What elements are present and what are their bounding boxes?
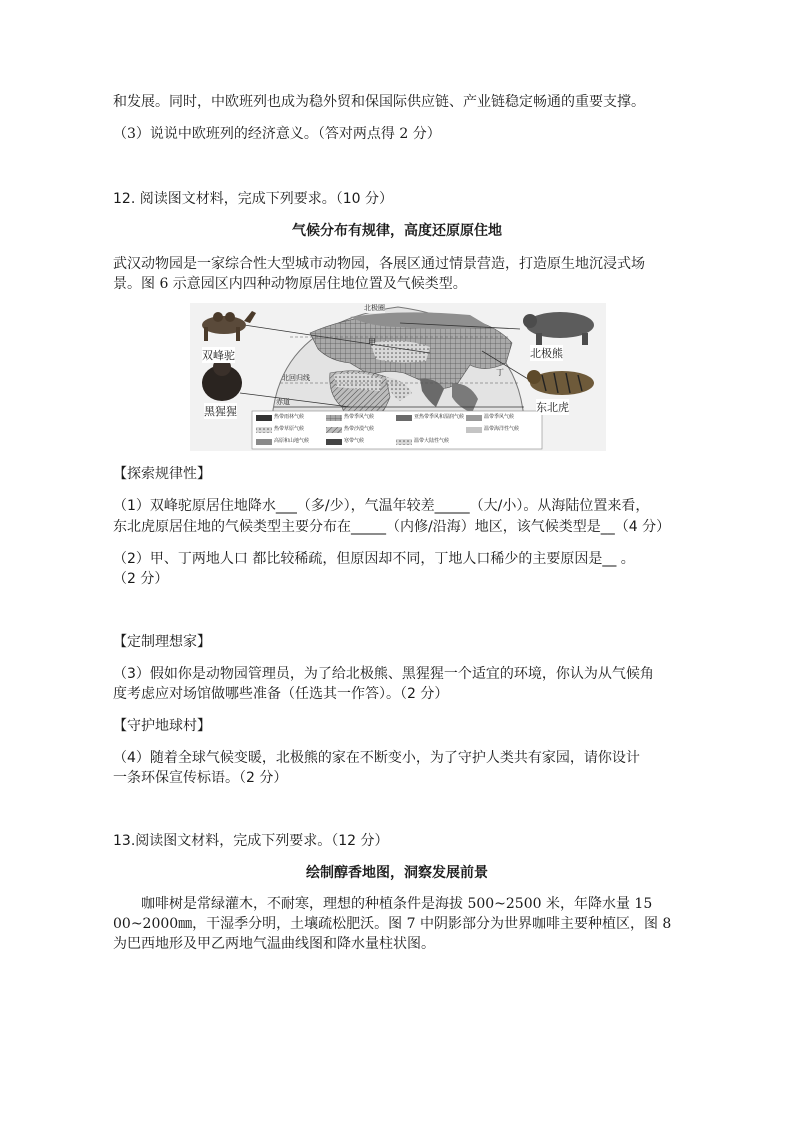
legend-item: 温带季风气候 [484, 414, 515, 420]
legend-item: 温带海洋性气候 [484, 426, 520, 432]
legend-item: 寒带气候 [344, 438, 365, 444]
label-equator: 赤道 [276, 398, 290, 406]
q2-line-2: （2 分） [113, 571, 169, 587]
section-custom-home-heading: 【定制理想家】 [113, 634, 211, 650]
label-ding: 丁 [496, 368, 504, 377]
q1-line-1: （1）双峰驼原居住地降水___（多/少），气温年较差_____（大/小）。从海陆位置来看， [113, 498, 650, 514]
question-13-header: 13.阅读图文材料，完成下列要求。（12 分） [113, 833, 389, 849]
q3-line-1: （3）假如你是动物园管理员，为了给北极熊、黑猩猩一个适宜的环境，你认为从气候角 [113, 666, 654, 682]
label-tropic: 北回归线 [282, 374, 310, 382]
q4-line-2: 一条环保宣传标语。（2 分） [113, 770, 288, 786]
continuation-line: 和发展。同时，中欧班列也成为稳外贸和保国际供应链、产业链稳定畅通的重要支撑。 [113, 94, 645, 110]
section-explore-heading: 【探索规律性】 [113, 466, 211, 482]
label-arctic: 北极圈 [364, 304, 385, 312]
legend-item: 热带草原气候 [274, 426, 305, 432]
q13-paragraph-line-1: 咖啡树是常绿灌木，不耐寒，理想的种植条件是海拔 500~2500 米，年降水量 15 [141, 896, 653, 912]
q13-paragraph-line-2: 00~2000㎜，干湿季分明，土壤疏松肥沃。图 7 中阴影部分为世界咖啡主要种植区，图 8 [113, 916, 672, 932]
question-3-prompt: （3）说说中欧班列的经济意义。（答对两点得 2 分） [113, 126, 441, 142]
legend-item: 亚热带季风和湿润气候 [414, 414, 465, 420]
legend-item: 热带沙漠气候 [344, 426, 375, 432]
q1-line-2: 东北虎原居住地的气候类型主要分布在_____（内修/沿海）地区，该气候类型是__（4 分） [113, 519, 671, 535]
climate-map-figure [190, 303, 606, 451]
q13-paragraph-line-3: 为巴西地形及甲乙两地气温曲线图和降水量柱状图。 [113, 936, 435, 952]
q3-line-2: 度考虑应对场馆做哪些准备（任选其一作答）。（2 分） [113, 686, 449, 702]
question-13-title: 绘制醇香地图，洞察发展前景 [306, 865, 488, 881]
question-12-header: 12. 阅读图文材料，完成下列要求。（10 分） [113, 191, 393, 207]
legend-item: 温带大陆性气候 [414, 438, 450, 444]
label-camel: 双峰驼 [202, 349, 235, 362]
intro-text-line-2: 景。图 6 示意园区内四种动物原居住地位置及气候类型。 [113, 276, 467, 292]
label-polar-bear: 北极熊 [530, 347, 563, 360]
legend-item: 高原和山地气候 [274, 438, 310, 444]
label-tiger: 东北虎 [536, 401, 569, 414]
legend-item: 热带季风气候 [344, 414, 375, 420]
q4-line-1: （4）随着全球气候变暖，北极熊的家在不断变小，为了守护人类共有家园，请你设计 [113, 750, 640, 766]
intro-text-line-1: 武汉动物园是一家综合性大型城市动物园，各展区通过情景营造，打造原生地沉浸式场 [113, 256, 645, 272]
question-12-title: 气候分布有规律，高度还原原住地 [292, 223, 502, 239]
section-guard-earth-heading: 【守护地球村】 [113, 718, 211, 734]
q2-line-1: （2）甲、丁两地人口 都比较稀疏，但原因却不同，丁地人口稀少的主要原因是__ 。 [113, 551, 635, 567]
legend-item: 热带雨林气候 [274, 414, 305, 420]
label-chimp: 黑猩猩 [204, 405, 237, 418]
label-jia: 甲 [368, 338, 376, 347]
